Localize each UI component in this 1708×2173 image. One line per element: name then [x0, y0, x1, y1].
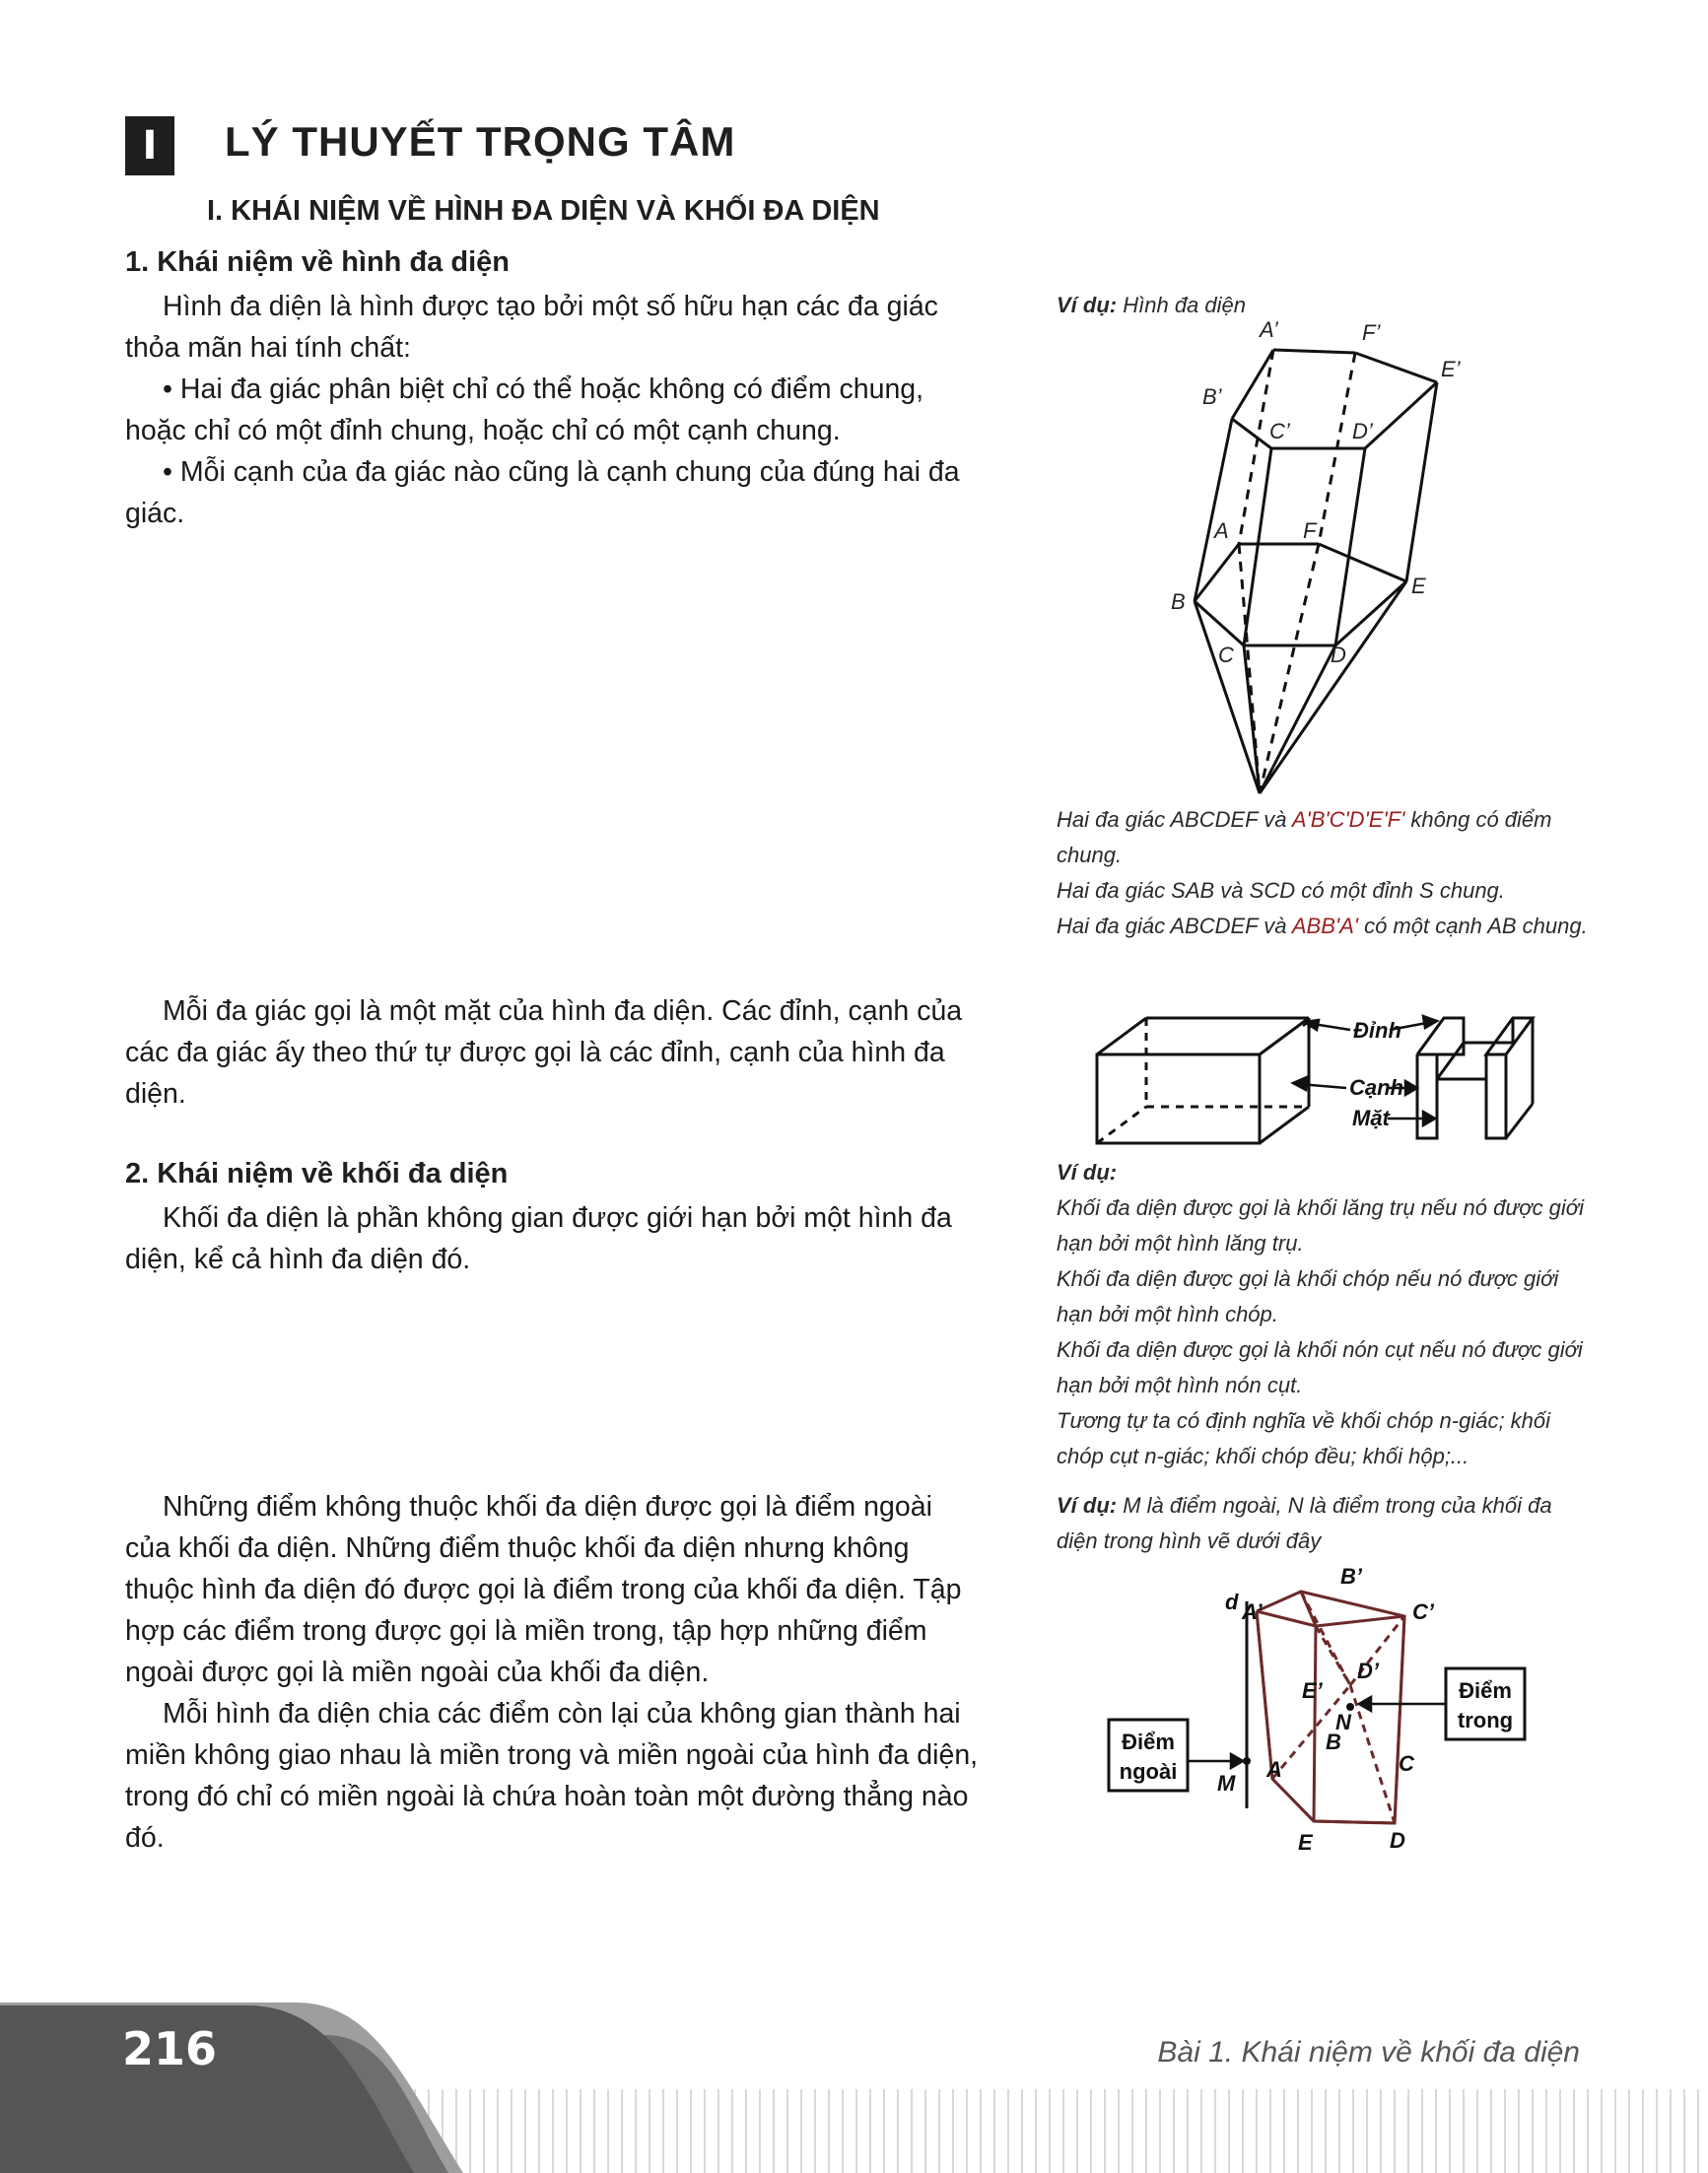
label-E: E: [1411, 574, 1426, 598]
inner-outer-point-figure: [1099, 1562, 1572, 1858]
box-inner-line2: trong: [1457, 1708, 1514, 1732]
section-badge: I: [125, 116, 174, 175]
section1-para1: Hình đa diện là hình được tạo bởi một số hữu hạn các đa giác thỏa mãn hai tính chất:: [125, 291, 938, 364]
sidebar-example-2: Ví dụ: Khối đa diện được gọi là khối lăng trụ nếu nó được giới hạn bởi một hình lăng trụ. Khối đa diện được gọi là khối chóp nếu nó được giới hạn bởi một hình chóp. Khối đa diện được gọi là khối nón cụt nếu nó được giới hạn bởi một hình nón cụt. Tương tự ta có định nghĩa về khối chóp n-giác; khối chóp cụt n-giác; khối chóp đều; khối hộp;...: [1057, 1160, 1584, 1468]
label-D1: D’: [1352, 419, 1373, 443]
label-F: F: [1303, 518, 1317, 543]
label-M: M: [1217, 1771, 1236, 1796]
label-C: C: [1218, 643, 1234, 667]
section2-body: [125, 1197, 981, 1280]
label-B: B: [1326, 1730, 1341, 1754]
label-A: A: [1266, 1757, 1282, 1782]
section2-para1: Khối đa diện là phần không gian được giới hạn bởi một hình đa diện, kể cả hình đa diện đó.: [125, 1202, 952, 1275]
label-D: D: [1390, 1828, 1405, 1853]
section1-body-2: [125, 990, 981, 1115]
label-A1: A’: [1260, 317, 1278, 342]
sidebar-example-1-notes: Hai đa giác ABCDEF và A'B'C'D'E'F' không có điểm chung. Hai đa giác SAB và SCD có một đỉnh S chung. Hai đa giác ABCDEF và ABB'A' có một cạnh AB chung.: [1057, 807, 1588, 938]
section1-bullet2: • Mỗi cạnh của đa giác nào cũng là cạnh chung của đúng hai đa giác.: [125, 456, 960, 529]
section2-body-2: [125, 1486, 981, 1859]
label-E1: E’: [1302, 1678, 1323, 1703]
vertex-edge-face-figure: [1092, 1010, 1565, 1148]
label-edge: Cạnh: [1349, 1075, 1403, 1100]
polyhedron-figure: [1143, 315, 1498, 808]
label-C1: C’: [1269, 419, 1290, 443]
label-B1: B’: [1202, 384, 1222, 409]
label-B1: B’: [1340, 1564, 1362, 1589]
box-outer-line1: Điểm: [1122, 1730, 1175, 1754]
label-D: D: [1331, 643, 1346, 667]
label-E: E: [1298, 1830, 1313, 1855]
section2-para3: Mỗi hình đa diện chia các điểm còn lại của không gian thành hai miền không giao nhau là miền trong và miền ngoài của hình đa diện, trong đó chỉ có miền ngoài là chứa hoàn toàn một đường thẳng nào đó.: [125, 1698, 979, 1854]
box-outer-line2: ngoài: [1119, 1759, 1178, 1784]
section1-bullet1: • Hai đa giác phân biệt chỉ có thể hoặc không có điểm chung, hoặc chỉ có một đỉnh chung, hoặc chỉ có một cạnh chung.: [125, 373, 924, 446]
subsection-title: I. KHÁI NIỆM VỀ HÌNH ĐA DIỆN VÀ KHỐI ĐA DIỆN: [207, 195, 880, 227]
page-number: 216: [122, 2022, 218, 2075]
label-F1: F’: [1362, 320, 1381, 345]
chapter-title: Bài 1. Khái niệm về khối đa diện: [1157, 2036, 1580, 2069]
sidebar-example-3: Ví dụ: M là điểm ngoài, N là điểm trong của khối đa diện trong hình vẽ dưới đây: [1057, 1493, 1552, 1553]
heading-concept-polyhedron: 1. Khái niệm về hình đa diện: [125, 246, 510, 278]
heading-concept-solid: 2. Khái niệm về khối đa diện: [125, 1158, 509, 1189]
label-vertex: Đỉnh: [1353, 1018, 1401, 1043]
section2-para2: Những điểm không thuộc khối đa diện được gọi là điểm ngoài của khối đa diện. Những điểm thuộc khối đa diện nhưng không thuộc hình đa diện đó được gọi là điểm trong của khối đa diện. Tập hợp các điểm trong được gọi là miền trong, tập hợp những điểm ngoài được gọi là miền ngoài của khối đa diện.: [125, 1491, 962, 1688]
label-B: B: [1171, 589, 1186, 614]
label-C: C: [1399, 1751, 1414, 1776]
label-C1: C’: [1412, 1599, 1434, 1624]
label-A: A: [1214, 518, 1229, 543]
section1-body: [125, 286, 981, 534]
label-A1: A’: [1242, 1599, 1263, 1624]
section1-para2: Mỗi đa giác gọi là một mặt của hình đa diện. Các đỉnh, cạnh của các đa giác ấy theo thứ tự được gọi là các đỉnh, cạnh của hình đa diện.: [125, 995, 963, 1110]
label-face: Mặt: [1352, 1106, 1390, 1130]
label-D1: D’: [1357, 1659, 1379, 1683]
box-inner-line1: Điểm: [1459, 1678, 1512, 1703]
label-N: N: [1335, 1710, 1351, 1734]
sidebar-example-1-caption: Ví dụ: Hình đa diện: [1057, 293, 1246, 317]
label-d: d: [1225, 1590, 1239, 1614]
footer-decoration: [0, 1991, 1708, 2173]
label-E1: E’: [1441, 357, 1461, 381]
section-title: LÝ THUYẾT TRỌNG TÂM: [225, 118, 736, 165]
